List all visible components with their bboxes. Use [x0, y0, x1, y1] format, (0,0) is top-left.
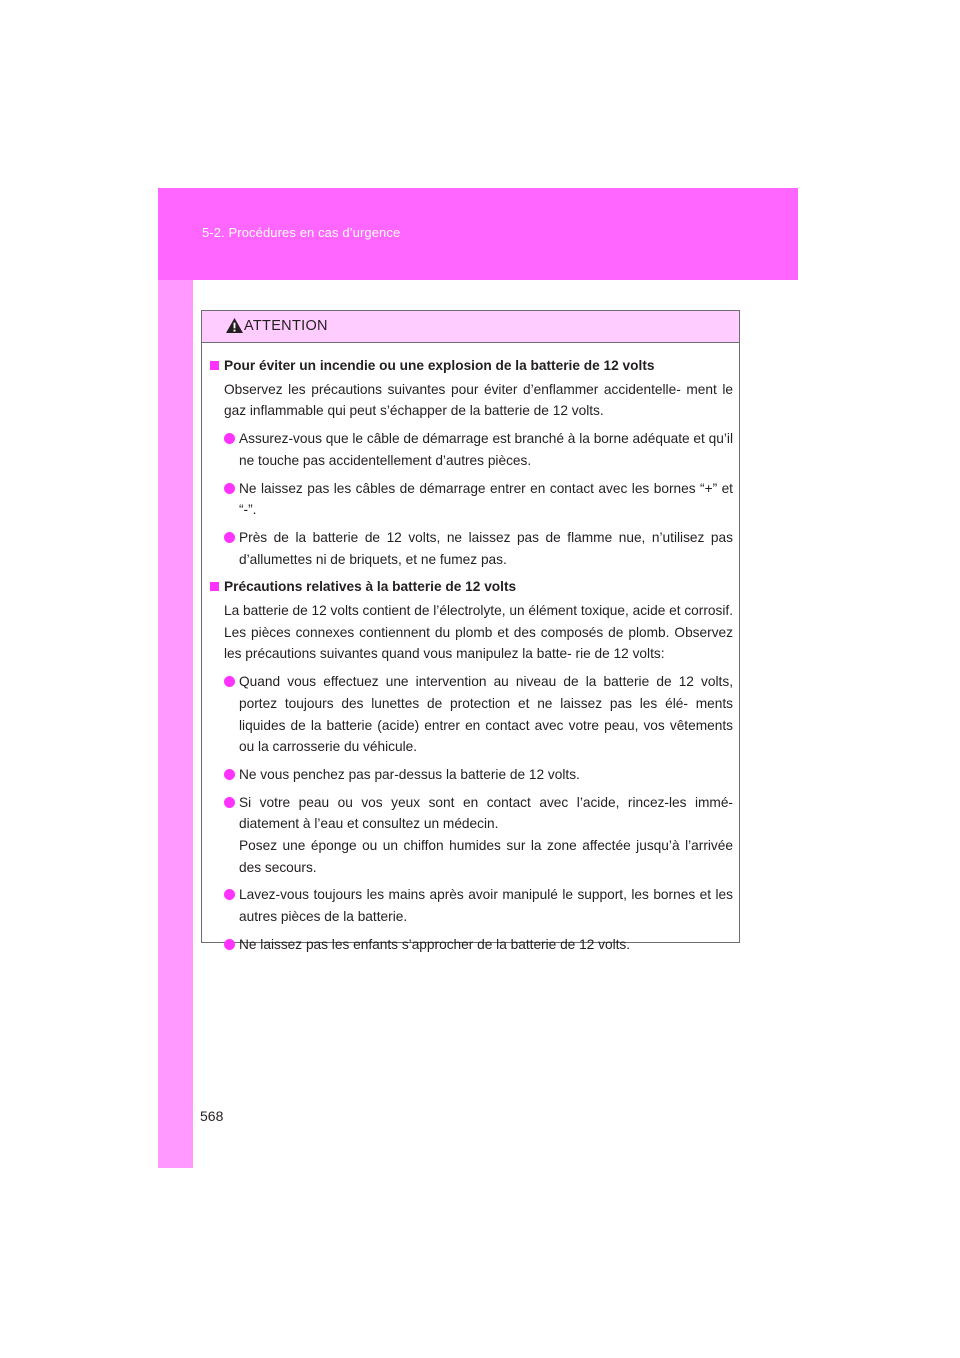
list-item: Quand vous effectuez une intervention au niveau de la batterie de 12 volts, portez toujours des lunettes de protection et ne laissez pas les élé- ments liquides de la batterie (acide) entrer en contact avec votre peau, vos vêtements ou la carrosserie du véhicule.: [210, 671, 739, 758]
attention-header: [202, 311, 739, 343]
round-bullet-icon: [224, 532, 235, 543]
round-bullet-icon: [224, 939, 235, 950]
list-item: Lavez-vous toujours les mains après avoir manipulé le support, les bornes et les autres pièces de la batterie.: [210, 884, 739, 927]
round-bullet-icon: [224, 676, 235, 687]
attention-body: [202, 343, 739, 956]
list-item: Ne laissez pas les enfants s’approcher de la batterie de 12 volts.: [210, 934, 739, 956]
warning-triangle-icon: [225, 317, 244, 334]
list-item: Assurez-vous que le câble de démarrage est branché à la borne adéquate et qu’il ne touche pas accidentellement d’autres pièces.: [210, 428, 739, 471]
round-bullet-icon: [224, 889, 235, 900]
list-item: Ne laissez pas les câbles de démarrage entrer en contact avec les bornes “+” et “-”.: [210, 478, 739, 521]
section-title: 5-2. Procédures en cas d’urgence: [202, 225, 401, 240]
attention-box: [201, 310, 740, 952]
list-item: Si votre peau ou vos yeux sont en contact avec l’acide, rincez-les immé- diatement à l’eau et consultez un médecin. Posez une éponge ou un chiffon humides sur la zone affectée jusqu’à l’arrivée des secours.: [210, 792, 739, 879]
list-item: Ne vous penchez pas par-dessus la batterie de 12 volts.: [210, 764, 739, 786]
round-bullet-icon: [224, 797, 235, 808]
list-item: Près de la batterie de 12 volts, ne laissez pas de flamme nue, n’utilisez pas d’allumettes ni de briquets, et ne fumez pas.: [210, 527, 739, 570]
round-bullet-icon: [224, 769, 235, 780]
attention-title: ATTENTION: [244, 318, 328, 334]
square-bullet-icon: [210, 361, 219, 370]
round-bullet-icon: [224, 433, 235, 444]
side-color-strip: [158, 188, 193, 1168]
section-intro-fire: Observez les précautions suivantes pour éviter d’enflammer accidentelle- ment le gaz inflammable qui peut s’échapper de la batterie de 12 volts.: [224, 381, 733, 419]
square-bullet-icon: [210, 582, 219, 591]
section-heading-battery: Précautions relatives à la batterie de 12 volts: [210, 576, 739, 598]
section-heading-fire: Pour éviter un incendie ou une explosion de la batterie de 12 volts: [210, 355, 739, 377]
page-number: 568: [200, 1108, 224, 1124]
section-intro-battery: La batterie de 12 volts contient de l’électrolyte, un élément toxique, acide et corrosif. Les pièces connexes contiennent du plomb et des composés de plomb. Observez les précautions suivantes quand vous manipulez la batte- rie de 12 volts:: [224, 603, 734, 662]
round-bullet-icon: [224, 483, 235, 494]
